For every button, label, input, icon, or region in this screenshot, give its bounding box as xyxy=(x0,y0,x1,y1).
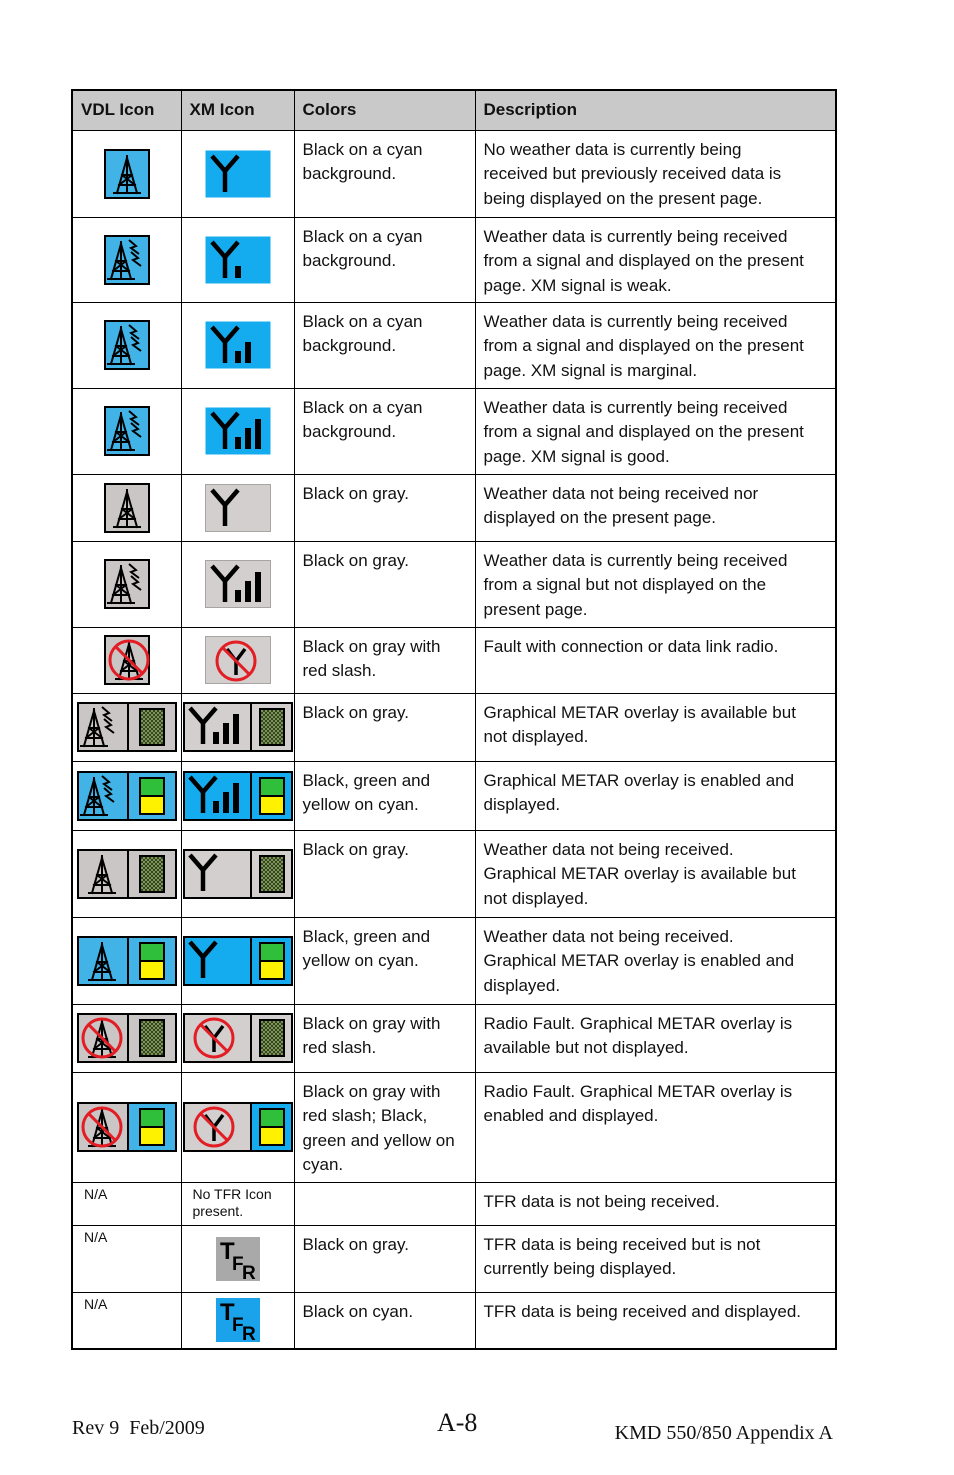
table-row xyxy=(72,693,836,761)
xm-icon-cell xyxy=(181,761,294,830)
xm-antenna-icon xyxy=(182,150,294,198)
vdl-fault-icon xyxy=(73,635,181,685)
colors-cell xyxy=(294,474,475,541)
description-cell xyxy=(475,541,836,627)
vdl-receiving-metar-available-icon xyxy=(73,702,181,752)
colors-cell-text: Black on gray with red slash; Black, green and yellow on cyan. xyxy=(302,1081,455,1174)
vdl-icon-cell xyxy=(72,917,181,1004)
xm-antenna-metar-enabled-icon xyxy=(182,936,294,986)
xm-icon-cell xyxy=(181,1182,294,1225)
description-cell-text: TFR data is being received but is not currently being displayed. xyxy=(483,1234,761,1278)
vdl-icon-cell xyxy=(72,1225,181,1292)
xm-signal-good-icon xyxy=(182,407,294,455)
xm-icon-cell xyxy=(181,1225,294,1292)
xm-icon-cell xyxy=(181,830,294,917)
colors-cell xyxy=(294,1182,475,1225)
vdl-icon-cell xyxy=(72,130,181,217)
description-cell-text: TFR data is being received and displayed. xyxy=(483,1301,802,1321)
description-cell xyxy=(475,1225,836,1292)
metar-available-icon xyxy=(140,709,164,745)
table-row xyxy=(72,474,836,541)
vdl-fault-metar-available-icon xyxy=(73,1013,181,1063)
xm-icon-cell xyxy=(181,217,294,302)
description-cell-text: Weather data not being received. Graphical METAR overlay is available but not displayed. xyxy=(483,839,796,908)
table-row xyxy=(72,302,836,388)
xm-icon-note: No TFR Icon present. xyxy=(192,1185,272,1219)
header-description: Description xyxy=(475,90,836,130)
description-cell-text: Graphical METAR overlay is available but not displayed. xyxy=(483,702,796,746)
vdl-icon-cell xyxy=(72,761,181,830)
tfr-letter: F xyxy=(231,1253,244,1275)
vdl-icon-cell xyxy=(72,627,181,693)
vdl-icon-cell xyxy=(72,474,181,541)
description-cell-text: Weather data not being received nor displayed on the present page. xyxy=(483,483,759,527)
xm-signal-metar-available-icon xyxy=(182,702,294,752)
xm-icon-cell xyxy=(181,541,294,627)
tfr-cyan-icon xyxy=(182,1297,294,1343)
table-row xyxy=(72,1182,836,1225)
description-cell xyxy=(475,830,836,917)
vdl-icon-cell xyxy=(72,1072,181,1182)
description-cell-text: No weather data is currently being received but previously received data is being displayed on the present page. xyxy=(483,139,782,208)
tfr-letter: T xyxy=(219,1237,235,1265)
metar-enabled-icon xyxy=(140,1109,164,1145)
vdl-receiving-icon xyxy=(73,406,181,456)
page-number: A-8 xyxy=(437,1408,478,1437)
colors-cell-text: Black on a cyan background. xyxy=(302,139,423,183)
colors-cell xyxy=(294,388,475,474)
xm-icon-cell xyxy=(181,1292,294,1349)
colors-cell-text: Black on a cyan background. xyxy=(302,226,423,270)
header-vdl-icon: VDL Icon xyxy=(72,90,181,130)
vdl-icon-cell xyxy=(72,302,181,388)
xm-antenna-metar-available-icon xyxy=(182,849,294,899)
description-cell xyxy=(475,302,836,388)
colors-cell xyxy=(294,130,475,217)
colors-cell-text: Black on a cyan background. xyxy=(302,397,423,441)
xm-icon-cell xyxy=(181,130,294,217)
xm-signal-marginal-icon xyxy=(182,321,294,369)
metar-enabled-icon xyxy=(260,1109,284,1145)
header-colors: Colors xyxy=(294,90,475,130)
colors-cell-text: Black on gray. xyxy=(302,483,409,503)
vdl-receiving-icon xyxy=(73,235,181,285)
colors-cell-text: Black on gray. xyxy=(302,839,409,859)
metar-available-icon xyxy=(260,856,284,892)
table-row xyxy=(72,761,836,830)
xm-icon-cell xyxy=(181,1004,294,1072)
description-cell xyxy=(475,388,836,474)
xm-icon-cell xyxy=(181,693,294,761)
description-cell-text: Fault with connection or data link radio. xyxy=(483,636,779,656)
description-cell-text: Weather data is currently being received from a signal but not displayed on the present page. xyxy=(483,550,788,619)
xm-icon-cell xyxy=(181,474,294,541)
description-cell xyxy=(475,693,836,761)
description-cell-text: Weather data is currently being received from a signal and displayed on the present page. XM signal is marginal. xyxy=(483,311,804,380)
vdl-no-data-icon xyxy=(73,483,181,533)
colors-cell-text: Black on gray. xyxy=(302,1234,409,1254)
metar-enabled-icon xyxy=(140,943,164,979)
xm-signal-weak-icon xyxy=(182,236,294,284)
xm-signal-good-icon xyxy=(182,560,294,608)
colors-cell xyxy=(294,761,475,830)
colors-cell xyxy=(294,1225,475,1292)
table-row xyxy=(72,627,836,693)
description-cell xyxy=(475,1004,836,1072)
description-cell xyxy=(475,917,836,1004)
description-cell xyxy=(475,1292,836,1349)
metar-enabled-icon xyxy=(260,778,284,814)
table-row xyxy=(72,1292,836,1349)
vdl-icon-cell xyxy=(72,693,181,761)
xm-icon-cell xyxy=(181,627,294,693)
vdl-icon-cell xyxy=(72,1182,181,1225)
not-applicable-text: N/A xyxy=(84,1185,108,1202)
description-cell-text: Graphical METAR overlay is enabled and displayed. xyxy=(483,770,795,814)
vdl-icon-cell xyxy=(72,1292,181,1349)
table-row xyxy=(72,1225,836,1292)
metar-enabled-icon xyxy=(260,943,284,979)
colors-cell-text: Black, green and yellow on cyan. xyxy=(302,926,431,970)
description-cell xyxy=(475,1182,836,1225)
xm-fault-metar-enabled-icon xyxy=(182,1102,294,1152)
colors-cell-text: Black on gray. xyxy=(302,702,409,722)
colors-cell-text: Black on gray with red slash. xyxy=(302,636,441,680)
vdl-icon-cell xyxy=(72,388,181,474)
xm-fault-icon xyxy=(182,636,294,684)
tfr-letter: R xyxy=(241,1262,256,1282)
vdl-fault-metar-enabled-icon xyxy=(73,1102,181,1152)
description-cell xyxy=(475,474,836,541)
description-cell xyxy=(475,130,836,217)
metar-available-icon xyxy=(260,709,284,745)
vdl-icon-cell xyxy=(72,1004,181,1072)
colors-cell-text: Black on gray with red slash. xyxy=(302,1013,441,1057)
colors-cell-text: Black on gray. xyxy=(302,550,409,570)
not-applicable-text: N/A xyxy=(84,1228,108,1245)
description-cell xyxy=(475,1072,836,1182)
colors-cell xyxy=(294,1072,475,1182)
xm-fault-metar-available-icon xyxy=(182,1013,294,1063)
colors-cell xyxy=(294,1292,475,1349)
not-applicable-text: N/A xyxy=(84,1295,108,1312)
vdl-no-data-icon xyxy=(73,149,181,199)
colors-cell xyxy=(294,830,475,917)
table-row xyxy=(72,1004,836,1072)
table-row xyxy=(72,217,836,302)
description-cell-text: Weather data is currently being received from a signal and displayed on the present page. XM signal is weak. xyxy=(483,226,804,295)
tfr-letter: R xyxy=(241,1324,256,1344)
colors-cell xyxy=(294,302,475,388)
colors-cell xyxy=(294,541,475,627)
vdl-receiving-icon xyxy=(73,320,181,370)
xm-icon-cell xyxy=(181,917,294,1004)
xm-icon-cell xyxy=(181,1072,294,1182)
tfr-letter: F xyxy=(231,1315,244,1337)
colors-cell xyxy=(294,217,475,302)
description-cell-text: Radio Fault. Graphical METAR overlay is enabled and displayed. xyxy=(483,1081,793,1125)
metar-enabled-icon xyxy=(140,778,164,814)
table-body xyxy=(72,130,836,1349)
colors-cell xyxy=(294,1004,475,1072)
table-header-row xyxy=(72,90,836,130)
table-row xyxy=(72,830,836,917)
description-cell-text: Weather data not being received. Graphical METAR overlay is enabled and displayed. xyxy=(483,926,795,995)
description-cell xyxy=(475,761,836,830)
description-cell xyxy=(475,627,836,693)
vdl-icon-cell xyxy=(72,217,181,302)
description-cell-text: TFR data is not being received. xyxy=(483,1191,720,1211)
colors-cell-text: Black on cyan. xyxy=(302,1301,414,1321)
xm-antenna-icon xyxy=(182,484,294,532)
vdl-receiving-icon xyxy=(73,559,181,609)
xm-signal-metar-enabled-icon xyxy=(182,771,294,821)
vdl-no-data-metar-enabled-icon xyxy=(73,936,181,986)
description-cell-text: Weather data is currently being received from a signal and displayed on the present page. XM signal is good. xyxy=(483,397,804,466)
colors-cell-text xyxy=(295,1183,475,1190)
vdl-no-data-metar-available-icon xyxy=(73,849,181,899)
description-cell-text: Radio Fault. Graphical METAR overlay is available but not displayed. xyxy=(483,1013,793,1057)
vdl-receiving-metar-enabled-icon xyxy=(73,771,181,821)
table-row xyxy=(72,130,836,217)
table-row xyxy=(72,541,836,627)
xm-icon-cell xyxy=(181,302,294,388)
colors-cell-text: Black on a cyan background. xyxy=(302,311,423,355)
tfr-gray-icon xyxy=(182,1236,294,1282)
weather-icon-table xyxy=(71,89,837,1350)
colors-cell-text: Black, green and yellow on cyan. xyxy=(302,770,431,814)
table-row xyxy=(72,1072,836,1182)
description-cell xyxy=(475,217,836,302)
footer-document-title: KMD 550/850 Appendix A xyxy=(614,1422,833,1444)
colors-cell xyxy=(294,917,475,1004)
footer-revision: Rev 9 Feb/2009 xyxy=(72,1417,205,1439)
table-row xyxy=(72,917,836,1004)
signal-bars-icon xyxy=(235,266,241,278)
metar-available-icon xyxy=(140,856,164,892)
metar-available-icon xyxy=(140,1020,164,1056)
metar-available-icon xyxy=(260,1020,284,1056)
vdl-icon-cell xyxy=(72,541,181,627)
table-row xyxy=(72,388,836,474)
vdl-icon-cell xyxy=(72,830,181,917)
colors-cell xyxy=(294,693,475,761)
xm-icon-cell xyxy=(181,388,294,474)
colors-cell xyxy=(294,627,475,693)
header-xm-icon: XM Icon xyxy=(181,90,294,130)
tfr-letter: T xyxy=(219,1299,235,1327)
